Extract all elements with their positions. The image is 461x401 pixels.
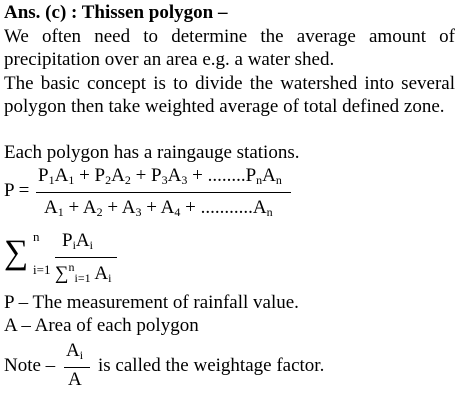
math-subscript: n [256, 173, 263, 187]
note-text: is called the weightage factor. [98, 355, 325, 376]
math-subscript: 2 [105, 173, 112, 187]
math-subscript: 3 [181, 173, 188, 187]
math-subscript: n [275, 173, 282, 187]
summation-upper-limit: n [33, 229, 40, 244]
math-subscript: n [266, 205, 273, 219]
formula2-fraction-bar [55, 257, 117, 258]
paragraph-concept: The basic concept is to divide the watershed into several polygon then take weighted average of total defined zone. [4, 73, 455, 117]
math-subscript: 1 [48, 173, 55, 187]
math-text: + ...........A [180, 197, 267, 218]
math-subscript: 3 [161, 173, 168, 187]
math-subscript: i [79, 348, 84, 362]
paragraph-intro: We often need to determine the average amount of precipitation over an area e.g. a water shed. [4, 26, 455, 70]
math-text: A [66, 340, 80, 361]
paragraph-stations: Each polygon has a raingauge stations. [4, 142, 300, 163]
math-text: + A [102, 197, 136, 218]
math-text: A [90, 263, 109, 284]
math-subscript: 1 [68, 173, 75, 187]
note-denominator [68, 369, 82, 391]
summation-sign: ∑ [4, 234, 29, 271]
math-subscript: i [89, 238, 93, 252]
answer-title: Ans. (c) : Thissen polygon – [4, 2, 228, 23]
math-text: A [75, 230, 90, 251]
formula1-denominator [44, 197, 273, 220]
math-subscript: 4 [174, 205, 181, 219]
math-text: A [167, 165, 182, 186]
math-text: + A [63, 197, 97, 218]
math-text: ∑ [55, 263, 69, 284]
summation-lower-limit: i=1 [33, 262, 51, 277]
note-fraction-bar [64, 367, 90, 368]
math-text: P [62, 230, 73, 251]
math-text: A [54, 165, 69, 186]
math-subscript: i [108, 271, 112, 285]
formula1-lhs: P = [4, 180, 30, 201]
math-text: + P [74, 165, 106, 186]
math-superscript: n [68, 260, 75, 274]
note-label: Note – [4, 355, 56, 376]
math-text: A [68, 369, 82, 390]
note-numerator [66, 340, 83, 363]
math-subscript: i=1 [74, 271, 91, 285]
math-text: + A [141, 197, 175, 218]
math-subscript: 1 [57, 205, 64, 219]
math-subscript: 2 [124, 173, 131, 187]
formula2-denominator [55, 260, 111, 286]
definition-p: P – The measurement of rainfall value. [4, 292, 299, 313]
math-text: + P [130, 165, 162, 186]
math-subscript: 3 [135, 205, 142, 219]
math-text: A [111, 165, 125, 186]
math-subscript: 2 [96, 205, 103, 219]
formula2-numerator [62, 230, 93, 253]
math-text: A [262, 165, 276, 186]
math-text: P [38, 165, 49, 186]
math-text: A [44, 197, 58, 218]
formula1-numerator [38, 165, 282, 188]
math-subscript: i [72, 238, 76, 252]
formula1-fraction-bar [36, 192, 291, 193]
definition-a: A – Area of each polygon [4, 315, 199, 336]
math-text: + ........P [187, 165, 257, 186]
